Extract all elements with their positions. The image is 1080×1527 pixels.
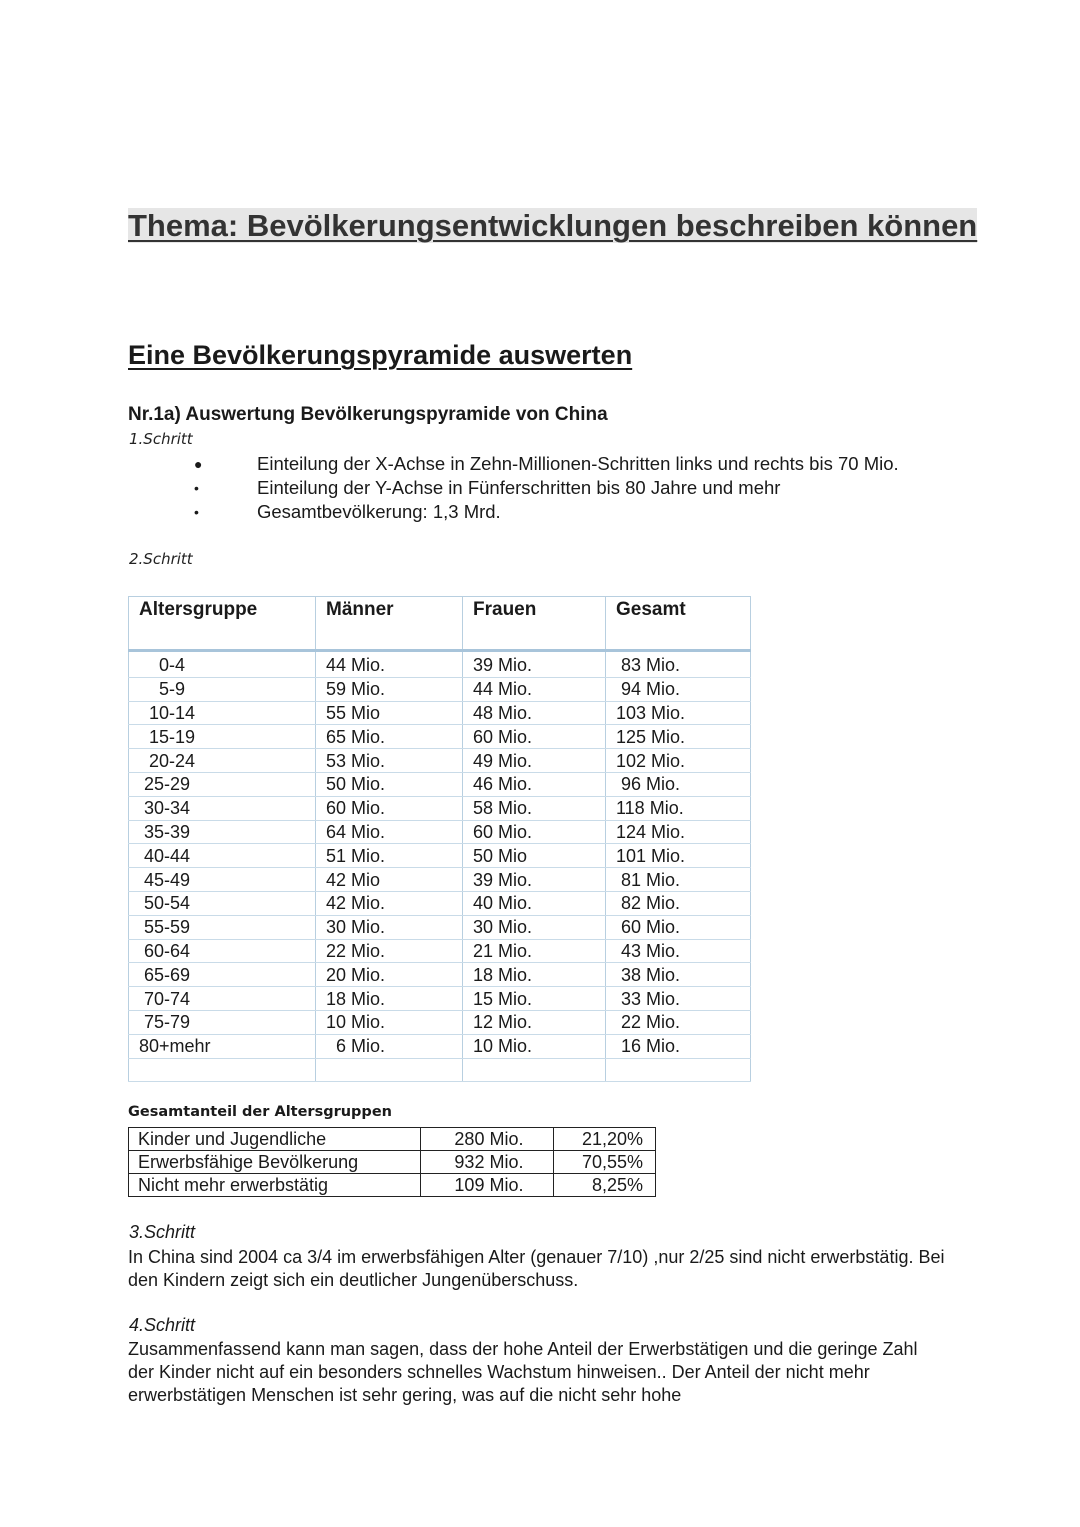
- men-cell: 59 Mio.: [316, 677, 463, 701]
- age-group-cell: 45-49: [129, 868, 316, 892]
- total-cell: 83 Mio.: [606, 651, 751, 678]
- bullet-icon: ●: [194, 456, 203, 472]
- step3-label: 3.Schritt: [129, 1222, 196, 1242]
- women-cell: 18 Mio.: [463, 963, 606, 987]
- table-header-row: [129, 597, 751, 651]
- men-cell: 18 Mio.: [316, 987, 463, 1011]
- summary-value-cell: 932 Mio.: [421, 1151, 554, 1174]
- table-row: [129, 772, 751, 796]
- men-cell: 55 Mio: [316, 701, 463, 725]
- total-cell: 38 Mio.: [606, 963, 751, 987]
- age-group-cell: 10-14: [129, 701, 316, 725]
- total-cell: 125 Mio.: [606, 725, 751, 749]
- women-cell: 15 Mio.: [463, 987, 606, 1011]
- summary-row: [129, 1128, 656, 1151]
- women-cell: 39 Mio.: [463, 651, 606, 678]
- header-women: Frauen: [463, 597, 606, 651]
- men-cell: 42 Mio: [316, 868, 463, 892]
- table-row: [129, 677, 751, 701]
- women-cell: 60 Mio.: [463, 820, 606, 844]
- age-group-cell: 75-79: [129, 1010, 316, 1034]
- age-group-cell: 70-74: [129, 987, 316, 1011]
- total-cell: 124 Mio.: [606, 820, 751, 844]
- total-cell: 43 Mio.: [606, 939, 751, 963]
- summary-group-cell: Kinder und Jugendliche: [129, 1128, 421, 1151]
- women-cell: 49 Mio.: [463, 749, 606, 773]
- women-cell: 40 Mio.: [463, 891, 606, 915]
- header-total: Gesamt: [606, 597, 751, 651]
- step2-label: 2.Schritt: [129, 550, 193, 568]
- age-group-cell: 0-4: [129, 651, 316, 678]
- summary-row: [129, 1151, 656, 1174]
- men-cell: 65 Mio.: [316, 725, 463, 749]
- age-group-table: [128, 596, 751, 1082]
- age-group-cell: 20-24: [129, 749, 316, 773]
- women-cell: 44 Mio.: [463, 677, 606, 701]
- table-row: [129, 725, 751, 749]
- women-cell: 50 Mio: [463, 844, 606, 868]
- men-cell: 42 Mio.: [316, 891, 463, 915]
- task-heading: Nr.1a) Auswertung Bevölkerungspyramide von China: [128, 404, 608, 425]
- women-cell: 10 Mio.: [463, 1034, 606, 1058]
- header-age-group: Altersgruppe: [129, 597, 316, 651]
- women-cell: 30 Mio.: [463, 915, 606, 939]
- total-cell: 16 Mio.: [606, 1034, 751, 1058]
- men-cell: 44 Mio.: [316, 651, 463, 678]
- table-row: [129, 939, 751, 963]
- header-men: Männer: [316, 597, 463, 651]
- age-group-cell: [129, 1058, 316, 1082]
- table-row: [129, 891, 751, 915]
- age-group-cell: 50-54: [129, 891, 316, 915]
- table-row: [129, 844, 751, 868]
- table-row: [129, 701, 751, 725]
- step4-text: Zusammenfassend kann man sagen, dass der hohe Anteil der Erwerbstätigen und die geringe Zahl der Kinder nicht auf ein besonders schnelles Wachstum hinweisen.. Der Anteil der nicht mehr erwerbstätigen Menschen ist sehr gering, was auf die nicht sehr hohe: [128, 1339, 918, 1405]
- summary-group-cell: Nicht mehr erwerbstätig: [129, 1174, 421, 1197]
- men-cell: 60 Mio.: [316, 796, 463, 820]
- table-row: [129, 796, 751, 820]
- table-row: [129, 987, 751, 1011]
- total-cell: 82 Mio.: [606, 891, 751, 915]
- bullet-icon: •: [194, 480, 199, 496]
- total-cell: [606, 1058, 751, 1082]
- women-cell: 39 Mio.: [463, 868, 606, 892]
- table-row: [129, 868, 751, 892]
- total-cell: 96 Mio.: [606, 772, 751, 796]
- women-cell: 60 Mio.: [463, 725, 606, 749]
- men-cell: 22 Mio.: [316, 939, 463, 963]
- bullet-icon: •: [194, 504, 199, 520]
- age-group-cell: 80+mehr: [129, 1034, 316, 1058]
- total-cell: 33 Mio.: [606, 987, 751, 1011]
- step3-text: In China sind 2004 ca 3/4 im erwerbsfähigen Alter (genauer 7/10) ,nur 2/25 sind nicht erwerbstätig. Bei den Kindern zeigt sich ein deutlicher Jungenüberschuss.: [128, 1247, 945, 1290]
- table-row: [129, 820, 751, 844]
- total-cell: 102 Mio.: [606, 749, 751, 773]
- table-row: [129, 1010, 751, 1034]
- summary-table: [128, 1127, 656, 1197]
- table-row: [129, 963, 751, 987]
- total-cell: 101 Mio.: [606, 844, 751, 868]
- summary-heading: Gesamtanteil der Altersgruppen: [128, 1104, 392, 1120]
- women-cell: 46 Mio.: [463, 772, 606, 796]
- section-heading: Eine Bevölkerungspyramide auswerten: [128, 340, 633, 370]
- age-group-cell: 25-29: [129, 772, 316, 796]
- men-cell: 51 Mio.: [316, 844, 463, 868]
- men-cell: 10 Mio.: [316, 1010, 463, 1034]
- table-row: [129, 915, 751, 939]
- age-group-cell: 35-39: [129, 820, 316, 844]
- men-cell: 50 Mio.: [316, 772, 463, 796]
- step4-label: 4.Schritt: [129, 1315, 196, 1335]
- total-cell: 81 Mio.: [606, 868, 751, 892]
- table-row: [129, 651, 751, 678]
- summary-value-cell: 109 Mio.: [421, 1174, 554, 1197]
- summary-group-cell: Erwerbsfähige Bevölkerung: [129, 1151, 421, 1174]
- page-title: Thema: Bevölkerungsentwicklungen beschreiben können: [128, 208, 978, 243]
- men-cell: 53 Mio.: [316, 749, 463, 773]
- age-group-cell: 30-34: [129, 796, 316, 820]
- summary-percent-cell: 70,55%: [554, 1151, 656, 1174]
- summary-percent-cell: 8,25%: [554, 1174, 656, 1197]
- table-row: [129, 749, 751, 773]
- total-cell: 103 Mio.: [606, 701, 751, 725]
- age-group-cell: 65-69: [129, 963, 316, 987]
- women-cell: 58 Mio.: [463, 796, 606, 820]
- age-group-cell: 5-9: [129, 677, 316, 701]
- women-cell: [463, 1058, 606, 1082]
- women-cell: 21 Mio.: [463, 939, 606, 963]
- age-group-cell: 55-59: [129, 915, 316, 939]
- men-cell: 6 Mio.: [316, 1034, 463, 1058]
- summary-value-cell: 280 Mio.: [421, 1128, 554, 1151]
- age-group-cell: 60-64: [129, 939, 316, 963]
- age-group-cell: 40-44: [129, 844, 316, 868]
- men-cell: 30 Mio.: [316, 915, 463, 939]
- men-cell: 20 Mio.: [316, 963, 463, 987]
- men-cell: [316, 1058, 463, 1082]
- total-cell: 118 Mio.: [606, 796, 751, 820]
- total-cell: 94 Mio.: [606, 677, 751, 701]
- total-cell: 22 Mio.: [606, 1010, 751, 1034]
- summary-percent-cell: 21,20%: [554, 1128, 656, 1151]
- table-row: [129, 1034, 751, 1058]
- total-cell: 60 Mio.: [606, 915, 751, 939]
- men-cell: 64 Mio.: [316, 820, 463, 844]
- age-group-cell: 15-19: [129, 725, 316, 749]
- women-cell: 48 Mio.: [463, 701, 606, 725]
- summary-row: [129, 1174, 656, 1197]
- table-row: [129, 1058, 751, 1082]
- women-cell: 12 Mio.: [463, 1010, 606, 1034]
- step1-label: 1.Schritt: [129, 430, 193, 448]
